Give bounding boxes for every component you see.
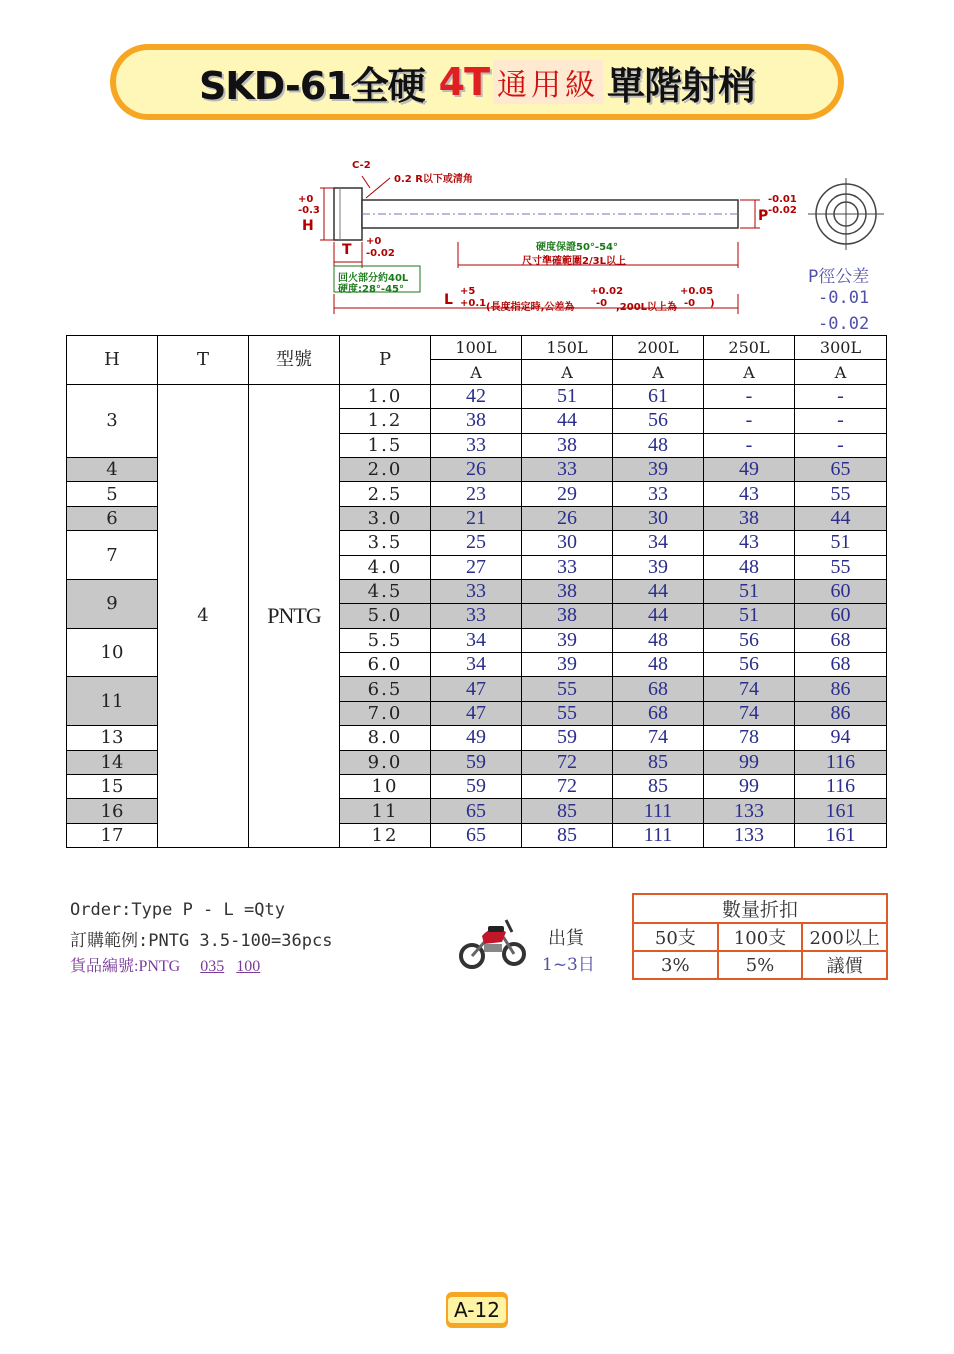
a-value: - [795, 409, 887, 433]
a-value: 48 [613, 628, 704, 652]
l-note: (長度指定時,公差為 [486, 302, 575, 313]
p-value: 7.0 [340, 701, 431, 725]
a-value: 25 [431, 531, 522, 555]
p-value: 10 [340, 775, 431, 799]
a-value: 47 [431, 701, 522, 725]
t-label: T [342, 242, 352, 258]
a-value: 133 [704, 799, 795, 823]
page-number-badge [446, 1292, 508, 1328]
table-row [67, 384, 887, 408]
a-value: 44 [613, 604, 704, 628]
a-value: 59 [522, 726, 613, 750]
a-value: 33 [522, 457, 613, 481]
l-note-tol2-plus: +0.05 [680, 286, 714, 297]
a-value: 60 [795, 579, 887, 603]
discount-tier: 200以上 [802, 923, 887, 951]
a-value: 43 [704, 531, 795, 555]
motorcycle-icon [458, 910, 528, 972]
header-a: A [522, 360, 613, 384]
a-value: 133 [704, 823, 795, 847]
h-value: 5 [67, 482, 158, 506]
p-value: 2.0 [340, 457, 431, 481]
a-value: 44 [795, 506, 887, 530]
item-code-prefix: 貨品編號:PNTG [70, 958, 181, 975]
a-value: 38 [704, 506, 795, 530]
spec-table-body [67, 384, 887, 847]
header-a: A [431, 360, 522, 384]
p-value: 1.5 [340, 433, 431, 457]
head-hardness-note: 硬度:28°-45° [338, 284, 404, 295]
p-value: 3.5 [340, 531, 431, 555]
p-value: 5.5 [340, 628, 431, 652]
a-value: 55 [522, 677, 613, 701]
header-length: 300L [795, 336, 887, 360]
a-value: - [704, 409, 795, 433]
p-value: 12 [340, 823, 431, 847]
a-value: 39 [522, 628, 613, 652]
h-value: 17 [67, 823, 158, 847]
title-part-material: SKD-61全硬 [198, 63, 425, 108]
discount-rate: 議價 [802, 951, 887, 979]
l-note-tol1-minus: -0 [596, 298, 608, 309]
header-p: P [340, 336, 431, 385]
a-value: 55 [522, 701, 613, 725]
a-value: 65 [431, 823, 522, 847]
a-value: 51 [522, 384, 613, 408]
a-value: 85 [522, 799, 613, 823]
a-value: 34 [613, 531, 704, 555]
header-h: H [67, 336, 158, 385]
l-note-tol1-plus: +0.02 [590, 286, 624, 297]
header-length: 200L [613, 336, 704, 360]
a-value: 56 [704, 628, 795, 652]
a-value: 29 [522, 482, 613, 506]
header-a: A [704, 360, 795, 384]
a-value: 26 [431, 457, 522, 481]
p-value: 6.0 [340, 653, 431, 677]
h-value: 11 [67, 677, 158, 726]
l-note-tol2-minus: -0 [684, 298, 696, 309]
a-value: 23 [431, 482, 522, 506]
tempered-note: 回火部分約40L [338, 273, 409, 284]
t-tol-plus: +0 [366, 236, 382, 247]
chamfer-label: C-2 [352, 160, 371, 171]
a-value: 49 [704, 457, 795, 481]
a-value: 72 [522, 775, 613, 799]
a-value: 48 [613, 433, 704, 457]
p-value: 3.0 [340, 506, 431, 530]
p-value: 2.5 [340, 482, 431, 506]
a-value: 38 [522, 604, 613, 628]
header-a: A [613, 360, 704, 384]
header-t: T [158, 336, 249, 385]
a-value: 61 [613, 384, 704, 408]
a-value: 38 [522, 433, 613, 457]
l-note-mid: ,200L以上為 [616, 302, 678, 313]
p-tolerance-upper: -0.01 [818, 288, 870, 308]
h-value: 16 [67, 799, 158, 823]
a-value: 49 [431, 726, 522, 750]
a-value: 59 [431, 775, 522, 799]
p-value: 5.0 [340, 604, 431, 628]
header-length: 100L [431, 336, 522, 360]
discount-title: 數量折扣 [633, 894, 887, 923]
h-value: 3 [67, 384, 158, 457]
order-example: 訂購範例:PNTG 3.5-100=36pcs [70, 931, 333, 951]
a-value: 38 [522, 579, 613, 603]
a-value: 48 [613, 653, 704, 677]
a-value: 60 [795, 604, 887, 628]
a-value: 59 [431, 750, 522, 774]
title-part-grade: 通用級 [493, 60, 603, 104]
a-value: 33 [431, 433, 522, 457]
a-value: 74 [613, 726, 704, 750]
a-value: 48 [704, 555, 795, 579]
a-value: 85 [613, 775, 704, 799]
h-value: 15 [67, 775, 158, 799]
radius-note: 0.2 R以下或清角 [394, 174, 473, 185]
a-value: 68 [795, 628, 887, 652]
a-value: 99 [704, 775, 795, 799]
p-value: 6.5 [340, 677, 431, 701]
p-value: 4.0 [340, 555, 431, 579]
p-value: 1.2 [340, 409, 431, 433]
a-value: 30 [522, 531, 613, 555]
a-value: - [704, 384, 795, 408]
h-tol-minus: -0.3 [298, 205, 320, 216]
order-format: Order:Type P - L =Qty [70, 900, 285, 920]
a-value: 34 [431, 653, 522, 677]
header-model: 型號 [249, 336, 340, 385]
t-tol-minus: -0.02 [366, 248, 395, 259]
h-value: 13 [67, 726, 158, 750]
p-tol-minus: -0.02 [768, 205, 797, 216]
a-value: 42 [431, 384, 522, 408]
p-tol-plus: -0.01 [768, 194, 797, 205]
h-value: 9 [67, 579, 158, 628]
a-value: 86 [795, 701, 887, 725]
p-value: 11 [340, 799, 431, 823]
a-value: 72 [522, 750, 613, 774]
p-tolerance-lower: -0.02 [818, 314, 870, 334]
a-value: 56 [613, 409, 704, 433]
model-value: PNTG [249, 384, 340, 847]
title-banner-inner [116, 50, 838, 114]
a-value: 44 [613, 579, 704, 603]
discount-tier: 100支 [718, 923, 803, 951]
range-note: 尺寸準確範圍2/3L以上 [522, 256, 626, 267]
shipping-days: 1~3日 [542, 955, 595, 975]
a-value: 55 [795, 482, 887, 506]
a-value: 33 [613, 482, 704, 506]
title-part-4t: 4T [438, 60, 490, 104]
header-length: 150L [522, 336, 613, 360]
a-value: 55 [795, 555, 887, 579]
a-value: 30 [613, 506, 704, 530]
l-tol-plus: +5 [460, 286, 476, 297]
a-value: 47 [431, 677, 522, 701]
a-value: 74 [704, 677, 795, 701]
item-code [70, 953, 260, 976]
page-number: A-12 [448, 1297, 506, 1323]
h-value: 4 [67, 457, 158, 481]
a-value: 68 [613, 701, 704, 725]
a-value: 51 [795, 531, 887, 555]
l-note-end: ) [710, 298, 715, 309]
a-value: 78 [704, 726, 795, 750]
discount-rate: 3% [633, 951, 718, 979]
t-value: 4 [158, 384, 249, 847]
a-value: 111 [613, 799, 704, 823]
a-value: 21 [431, 506, 522, 530]
a-value: - [795, 433, 887, 457]
a-value: 33 [431, 579, 522, 603]
a-value: 86 [795, 677, 887, 701]
a-value: 44 [522, 409, 613, 433]
a-value: 74 [704, 701, 795, 725]
a-value: - [704, 433, 795, 457]
shipping-label: 出貨 [548, 928, 584, 949]
h-value: 6 [67, 506, 158, 530]
a-value: 27 [431, 555, 522, 579]
p-tolerance-title: P徑公差 [808, 267, 870, 287]
a-value: 51 [704, 604, 795, 628]
title-part-product: 單階射梢 [607, 63, 756, 108]
hardness-note: 硬度保證50°-54° [536, 242, 618, 253]
l-tol-minus: +0.1 [460, 298, 487, 309]
p-value: 1.0 [340, 384, 431, 408]
a-value: 65 [431, 799, 522, 823]
p-label: P [758, 208, 769, 224]
a-value: 68 [613, 677, 704, 701]
item-code-part2[interactable]: 100 [236, 958, 261, 975]
l-label: L [444, 292, 453, 308]
a-value: 39 [613, 457, 704, 481]
a-value: 68 [795, 653, 887, 677]
h-value: 14 [67, 750, 158, 774]
a-value: 34 [431, 628, 522, 652]
p-value: 4.5 [340, 579, 431, 603]
discount-rate: 5% [718, 951, 803, 979]
a-value: 39 [613, 555, 704, 579]
a-value: 99 [704, 750, 795, 774]
discount-tier: 50支 [633, 923, 718, 951]
a-value: 51 [704, 579, 795, 603]
pin-diagram [290, 158, 890, 338]
h-tol-plus: +0 [298, 194, 314, 205]
a-value: 56 [704, 653, 795, 677]
h-value: 7 [67, 531, 158, 580]
a-value: 38 [431, 409, 522, 433]
a-value: 65 [795, 457, 887, 481]
a-value: 43 [704, 482, 795, 506]
item-code-part1[interactable]: 035 [200, 958, 225, 975]
a-value: 116 [795, 775, 887, 799]
spec-table [66, 335, 887, 848]
a-value: 33 [522, 555, 613, 579]
header-a: A [795, 360, 887, 384]
a-value: - [795, 384, 887, 408]
a-value: 94 [795, 726, 887, 750]
a-value: 161 [795, 799, 887, 823]
header-length: 250L [704, 336, 795, 360]
a-value: 39 [522, 653, 613, 677]
a-value: 85 [613, 750, 704, 774]
a-value: 111 [613, 823, 704, 847]
page-title [199, 55, 755, 110]
a-value: 116 [795, 750, 887, 774]
a-value: 26 [522, 506, 613, 530]
h-value: 10 [67, 628, 158, 677]
a-value: 33 [431, 604, 522, 628]
a-value: 85 [522, 823, 613, 847]
title-banner [110, 44, 844, 120]
p-value: 9.0 [340, 750, 431, 774]
h-label: H [302, 218, 314, 234]
p-value: 8.0 [340, 726, 431, 750]
discount-table [632, 893, 888, 980]
a-value: 161 [795, 823, 887, 847]
